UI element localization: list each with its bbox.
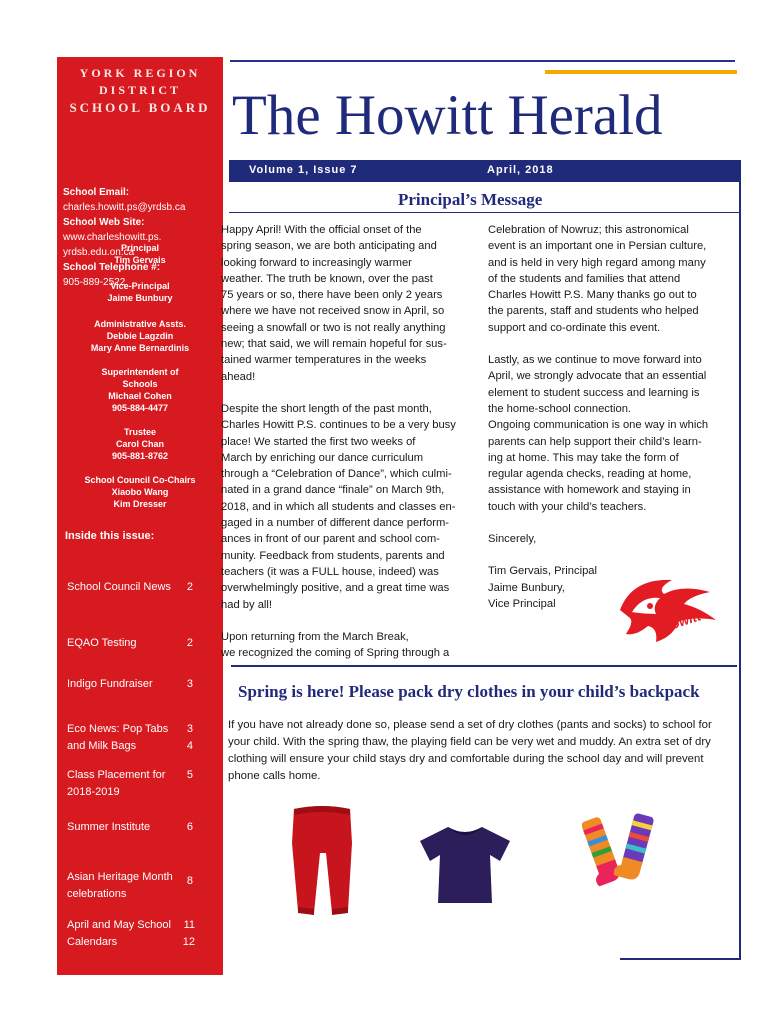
toc-title: Eco News: Pop Tabs and Milk Bags xyxy=(67,723,169,752)
paragraph: Despite the short length of the past month, Charles Howitt P.S. continues to be a very busy place! We started the first two weeks of March by enriching our dance curriculum through a “Celebration of Dance”, which culmi- nated in a grand dance “finale” on March 9th, 2018, and in which all students and classes en- gaged in a number of different dance perform- ances in front of our parent and school com- munity. Feedback from students, parents and teachers (it was a FULL house, indeed) was overwhelmingly positive, and a great time was had by all! xyxy=(221,402,456,611)
spring-body: If you have not already done so, please send a set of dry clothes (pants and socks) to school for your child. With the spring thaw, the playing field can be very wet and muddy. An extra set of dry clothing will ensure your child stays dry and comfortable during the school day and will prevent phone calls home. xyxy=(228,719,712,782)
staff-role: Trustee xyxy=(123,427,156,437)
toc-item[interactable] xyxy=(67,676,217,693)
paragraph: Happy April! With the official onset of the spring season, we are both anticipating and looking forward to increasingly warmer weather. The truth be known, over the past 75 years or so, there have been only 2 years where we have not received snow in April, so seeing a snowfall or two is not really anything new; that said, we will remain hopeful for sus- tained warmer temperatures in the weeks ahead! xyxy=(221,224,447,383)
staff-name: Michael Cohen xyxy=(108,391,172,401)
section-rule xyxy=(229,212,739,213)
toc-title: Summer Institute xyxy=(67,821,151,833)
contact-info xyxy=(63,185,221,290)
school-board-name xyxy=(57,65,223,116)
toc-item[interactable] xyxy=(67,819,217,836)
paragraph: Celebration of Nowruz; this astronomical event is an important one in Persian culture, and is held in very high regard among many of the students and families that attend Charles Howitt P.S. Many thanks go out to the parents, staff and students who helped support and co-ordinate this event. xyxy=(488,224,707,334)
staff-role: Administrative Assts. xyxy=(94,319,186,329)
staff-name: Kim Dresser xyxy=(113,499,167,509)
toc-page: 8 xyxy=(186,875,193,887)
toc-item[interactable] xyxy=(67,767,217,801)
toc-title: Indigo Fundraiser xyxy=(67,678,153,690)
toc-title: April and May School Calendars xyxy=(67,919,171,948)
toc-page: 5 xyxy=(186,769,193,781)
volume-issue: Volume 1, Issue 7 xyxy=(249,164,358,176)
staff-trustee xyxy=(57,426,223,462)
staff-council-chairs xyxy=(57,474,223,510)
principal-column-1 xyxy=(221,222,483,677)
org-line-2: DISTRICT xyxy=(98,83,182,97)
toc-page: 2 xyxy=(186,581,193,593)
staff-phone: 905-881-8762 xyxy=(111,451,169,461)
signature: Tim Gervais, Principal Jaime Bunbury, Vice Principal xyxy=(488,565,597,610)
accent-rule xyxy=(545,70,737,74)
toc-item[interactable] xyxy=(67,579,217,596)
paragraph: Upon returning from the March Break, we recognized the coming of Spring through a xyxy=(221,630,450,660)
paragraph: Lastly, as we continue to move forward into April, we strongly advocate that an essential element to student success and learning is the home-school connection. Ongoing communication is one way in which parents can help support their child’s learn- ing at home. This may take the form of regular agenda checks, reading at home, assistance with homework and staying in touch with your child’s teachers. xyxy=(488,354,709,513)
toc-item[interactable] xyxy=(67,721,217,755)
toc-page: 6 xyxy=(186,821,193,833)
staff-vice-principal xyxy=(57,280,223,304)
toc-page: 2 xyxy=(186,637,193,649)
staff-role: Schools xyxy=(122,379,158,389)
toc-item[interactable] xyxy=(67,869,217,903)
staff-name: Debbie Lagzdin xyxy=(106,331,174,341)
toc-page: 3 xyxy=(186,678,193,690)
toc-title: Asian Heritage Month celebrations xyxy=(67,871,173,900)
tshirt-illustration xyxy=(418,823,512,905)
top-rule xyxy=(230,60,735,62)
sidebar xyxy=(57,57,223,975)
toc-item[interactable] xyxy=(67,635,217,652)
red-pants-illustration xyxy=(288,803,356,918)
phone-value: 905-889-2522 xyxy=(63,277,126,288)
email-value[interactable]: charles.howitt.ps@yrdsb.ca xyxy=(63,202,186,213)
toc-item[interactable] xyxy=(67,917,217,951)
principal-message-heading: Principal’s Message xyxy=(398,190,543,209)
bottom-border xyxy=(620,958,741,960)
paragraph: Sincerely, xyxy=(488,533,537,546)
staff-role: School Council Co-Chairs xyxy=(84,475,196,485)
toc-title: School Council News xyxy=(67,581,171,593)
spring-heading: Spring is here! Please pack dry clothes in your child’s backpack xyxy=(238,682,700,701)
org-line-1: YORK REGION xyxy=(79,66,201,80)
web-value-1[interactable]: www.charleshowitt.ps. xyxy=(63,232,162,243)
staff-superintendent xyxy=(57,366,223,414)
web-value-2[interactable]: yrdsb.edu.on.ca xyxy=(63,247,135,258)
toc-page: 11 12 xyxy=(182,919,195,948)
staff-role: Vice-Principal xyxy=(110,281,170,291)
svg-text:Howitt: Howitt xyxy=(660,608,703,635)
phone-label: School Telephone #: xyxy=(63,262,161,273)
socks-illustration xyxy=(582,812,662,888)
staff-name: Mary Anne Bernardinis xyxy=(90,343,190,353)
inside-issue-heading: Inside this issue: xyxy=(65,530,155,542)
staff-name: Carol Chan xyxy=(115,439,164,449)
staff-role: Principal xyxy=(120,243,159,253)
principal-column-2 xyxy=(488,222,736,628)
staff-admin xyxy=(57,318,223,354)
staff-name: Xiaobo Wang xyxy=(111,487,169,497)
staff-name: Tim Gervais xyxy=(114,255,166,265)
volume-bar xyxy=(229,160,741,182)
spring-section-rule xyxy=(231,665,737,667)
staff-principal xyxy=(57,242,223,266)
hawk-mascot-logo xyxy=(612,570,722,650)
org-line-3: SCHOOL BOARD xyxy=(69,100,211,115)
newsletter-title: The Howitt Herald xyxy=(232,84,663,147)
right-border xyxy=(739,182,741,959)
staff-phone: 905-884-4477 xyxy=(111,403,169,413)
staff-role: Superintendent of xyxy=(101,367,179,377)
web-label: School Web Site: xyxy=(63,217,145,228)
toc-page: 3 4 xyxy=(186,723,193,752)
toc-title: Class Placement for 2018-2019 xyxy=(67,769,166,798)
staff-name: Jaime Bunbury xyxy=(107,293,173,303)
toc-title: EQAO Testing xyxy=(67,637,137,649)
issue-date: April, 2018 xyxy=(487,164,554,176)
email-label: School Email: xyxy=(63,187,130,198)
